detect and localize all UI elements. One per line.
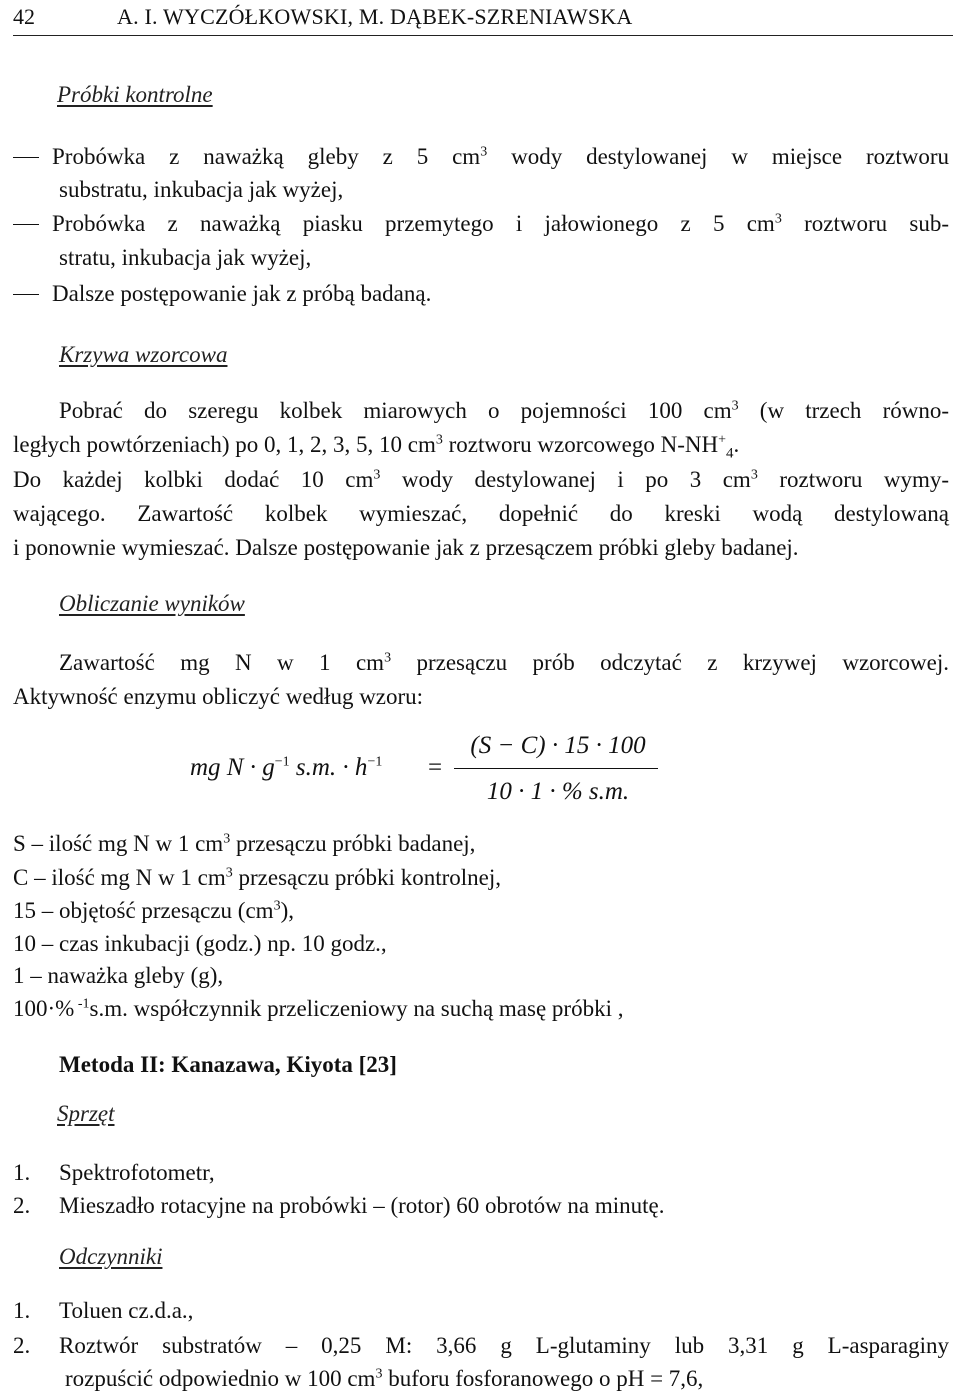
paragraph-line: wającego. Zawartość kolbek wymieszać, dopełnić do kreski wodą destylowaną (13, 501, 949, 526)
method-heading: Metoda II: Kanazawa, Kiyota [23] (59, 1052, 397, 1077)
section-title-krzywa-wzorcowa: Krzywa wzorcowa (59, 342, 228, 367)
list-item-continuation: stratu, inkubacja jak wyżej, (59, 245, 312, 270)
list-item: Probówka z naważką gleby z 5 $cm^3$ wody destylowanej w miejsce roztworu (13, 142, 949, 172)
numbered-item-text: Mieszadło rotacyjne na probówki – (rotor) 60 obrotów na minutę. (59, 1193, 665, 1218)
section-title-proby-kontrolne: Próbki kontrolne (57, 82, 213, 107)
running-title: A. I. WYCZÓŁKOWSKI, M. DĄBEK-SZRENIAWSKA (117, 4, 633, 29)
page-number: 42 (13, 4, 35, 29)
definition-line: S – ilość mg N w 1 $cm^3$ przesączu próbki badanej, (13, 831, 476, 856)
paragraph-line: Aktywność enzymu obliczyć według wzoru: (13, 684, 424, 709)
header-rule (13, 35, 953, 36)
list-item: Dalsze postępowanie jak z próbą badaną. (13, 279, 431, 309)
page-header (13, 4, 953, 36)
numbered-item-continuation: rozpuścić odpowiednio w 100 $cm^3$ buforu fosforanowego o pH = 7,6, (65, 1366, 704, 1391)
list-item: Probówka z naważką piasku przemytego i jałowionego z 5 $cm^3$ roztworu sub- (13, 209, 949, 239)
paragraph-line: i ponownie wymieszać. Dalsze postępowanie jak z przesączem próbki gleby badanej. (13, 535, 799, 560)
activity-formula (190, 732, 670, 822)
section-title-odczynniki: Odczynniki (59, 1244, 163, 1269)
numbered-item: 2. (13, 1193, 31, 1218)
numbered-item-text: Spektrofotometr, (59, 1160, 215, 1185)
list-item-continuation: substratu, inkubacja jak wyżej, (59, 177, 344, 202)
section-title-obliczanie-wynikow: Obliczanie wyników (59, 591, 245, 616)
fraction-bar (454, 768, 658, 769)
definition-line: C – ilość mg N w 1 $cm^3$ przesączu próbki kontrolnej, (13, 865, 501, 890)
definition-line: 10 – czas inkubacji (godz.) np. 10 godz., (13, 931, 387, 956)
numbered-item: 1. (13, 1298, 31, 1323)
paragraph-line: Pobrać do szeregu kolbek miarowych o pojemności 100 $cm^3$ (w trzech równo- (59, 398, 949, 423)
formula-denominator: 10 · 1 · % s.m. (486, 778, 630, 805)
dash-bullet (13, 157, 39, 158)
definition-line: 100·% $^{-1}$s.m. współczynnik przeliczeniowy na suchą masę próbki , (13, 996, 624, 1021)
paragraph-line: Zawartość mg N w 1 $cm^3$ przesączu prób odczytać z krzywej wzorcowej. (59, 650, 949, 675)
paragraph-line: ległych powtórzeniach) po 0, 1, 2, 3, 5, 10 $cm^3$ roztworu wzorcowego $N-NH^+_4$. (13, 432, 740, 462)
definition-line: 1 – naważka gleby (g), (13, 963, 224, 988)
definition-line: 15 – objętość przesączu $(cm^3)$, (13, 898, 294, 923)
numbered-item-text: Roztwór substratów – 0,25 M: 3,66 g L-glutaminy lub 3,31 g L-asparaginy (59, 1333, 949, 1358)
section-title-sprzet: Sprzęt (57, 1101, 115, 1126)
formula-numerator: (S − C) · 15 · 100 (470, 732, 646, 759)
paragraph-line: Do każdej kolbki dodać 10 $cm^3$ wody destylowanej i po 3 $cm^3$ roztworu wymy- (13, 467, 950, 492)
dash-bullet (13, 294, 39, 295)
dash-bullet (13, 224, 39, 225)
formula-equals: = (428, 754, 443, 781)
numbered-item-text: Toluen cz.d.a., (59, 1298, 194, 1323)
numbered-item: 2. (13, 1333, 31, 1358)
numbered-item: 1. (13, 1160, 31, 1185)
formula-lhs: mg $N \cdot g^{-1}$ s.m. · $h^{-1}$ (190, 754, 383, 781)
